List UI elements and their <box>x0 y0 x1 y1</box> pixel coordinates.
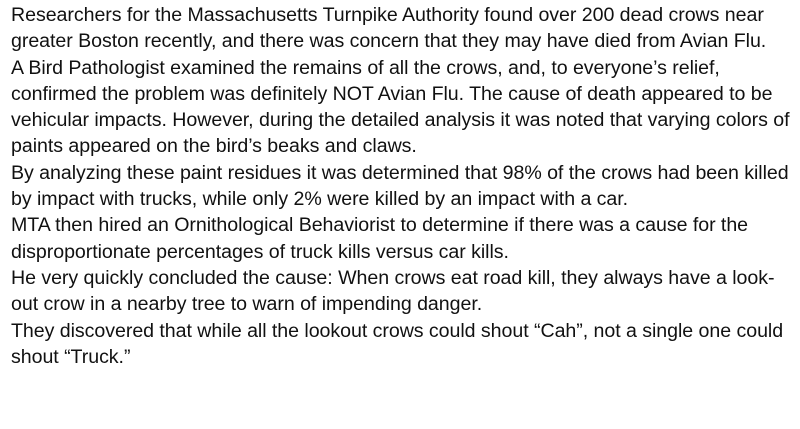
paragraph-4: MTA then hired an Ornithological Behaviorist to determine if there was a cause for the disproportionate percentages of truck kills versus car kills. <box>11 214 749 263</box>
paragraph-6: They discovered that while all the lookout crows could shout “Cah”, not a single one could shout “Truck.” <box>11 319 784 368</box>
paragraph-5: He very quickly concluded the cause: When crows eat road kill, they always have a look-out crow in a nearby tree to warn of impending danger. <box>11 266 775 316</box>
paragraph-2: A Bird Pathologist examined the remains of all the crows, and, to everyone’s relief, confirmed the problem was definitely NOT Avian Flu. The cause of death appeared to be vehicular impacts. However, during the detailed analysis it was noted that varying colors of paints appeared on the bird’s beaks and claws. <box>11 56 790 158</box>
paragraph-1: Researchers for the Massachusetts Turnpike Authority found over 200 dead crows near greater Boston recently, and there was concern that they may have died from Avian Flu. <box>11 4 767 53</box>
paragraph-3: By analyzing these paint residues it was determined that 98% of the crows had been killed by impact with trucks, while only 2% were killed by an impact with a car. <box>11 161 789 211</box>
